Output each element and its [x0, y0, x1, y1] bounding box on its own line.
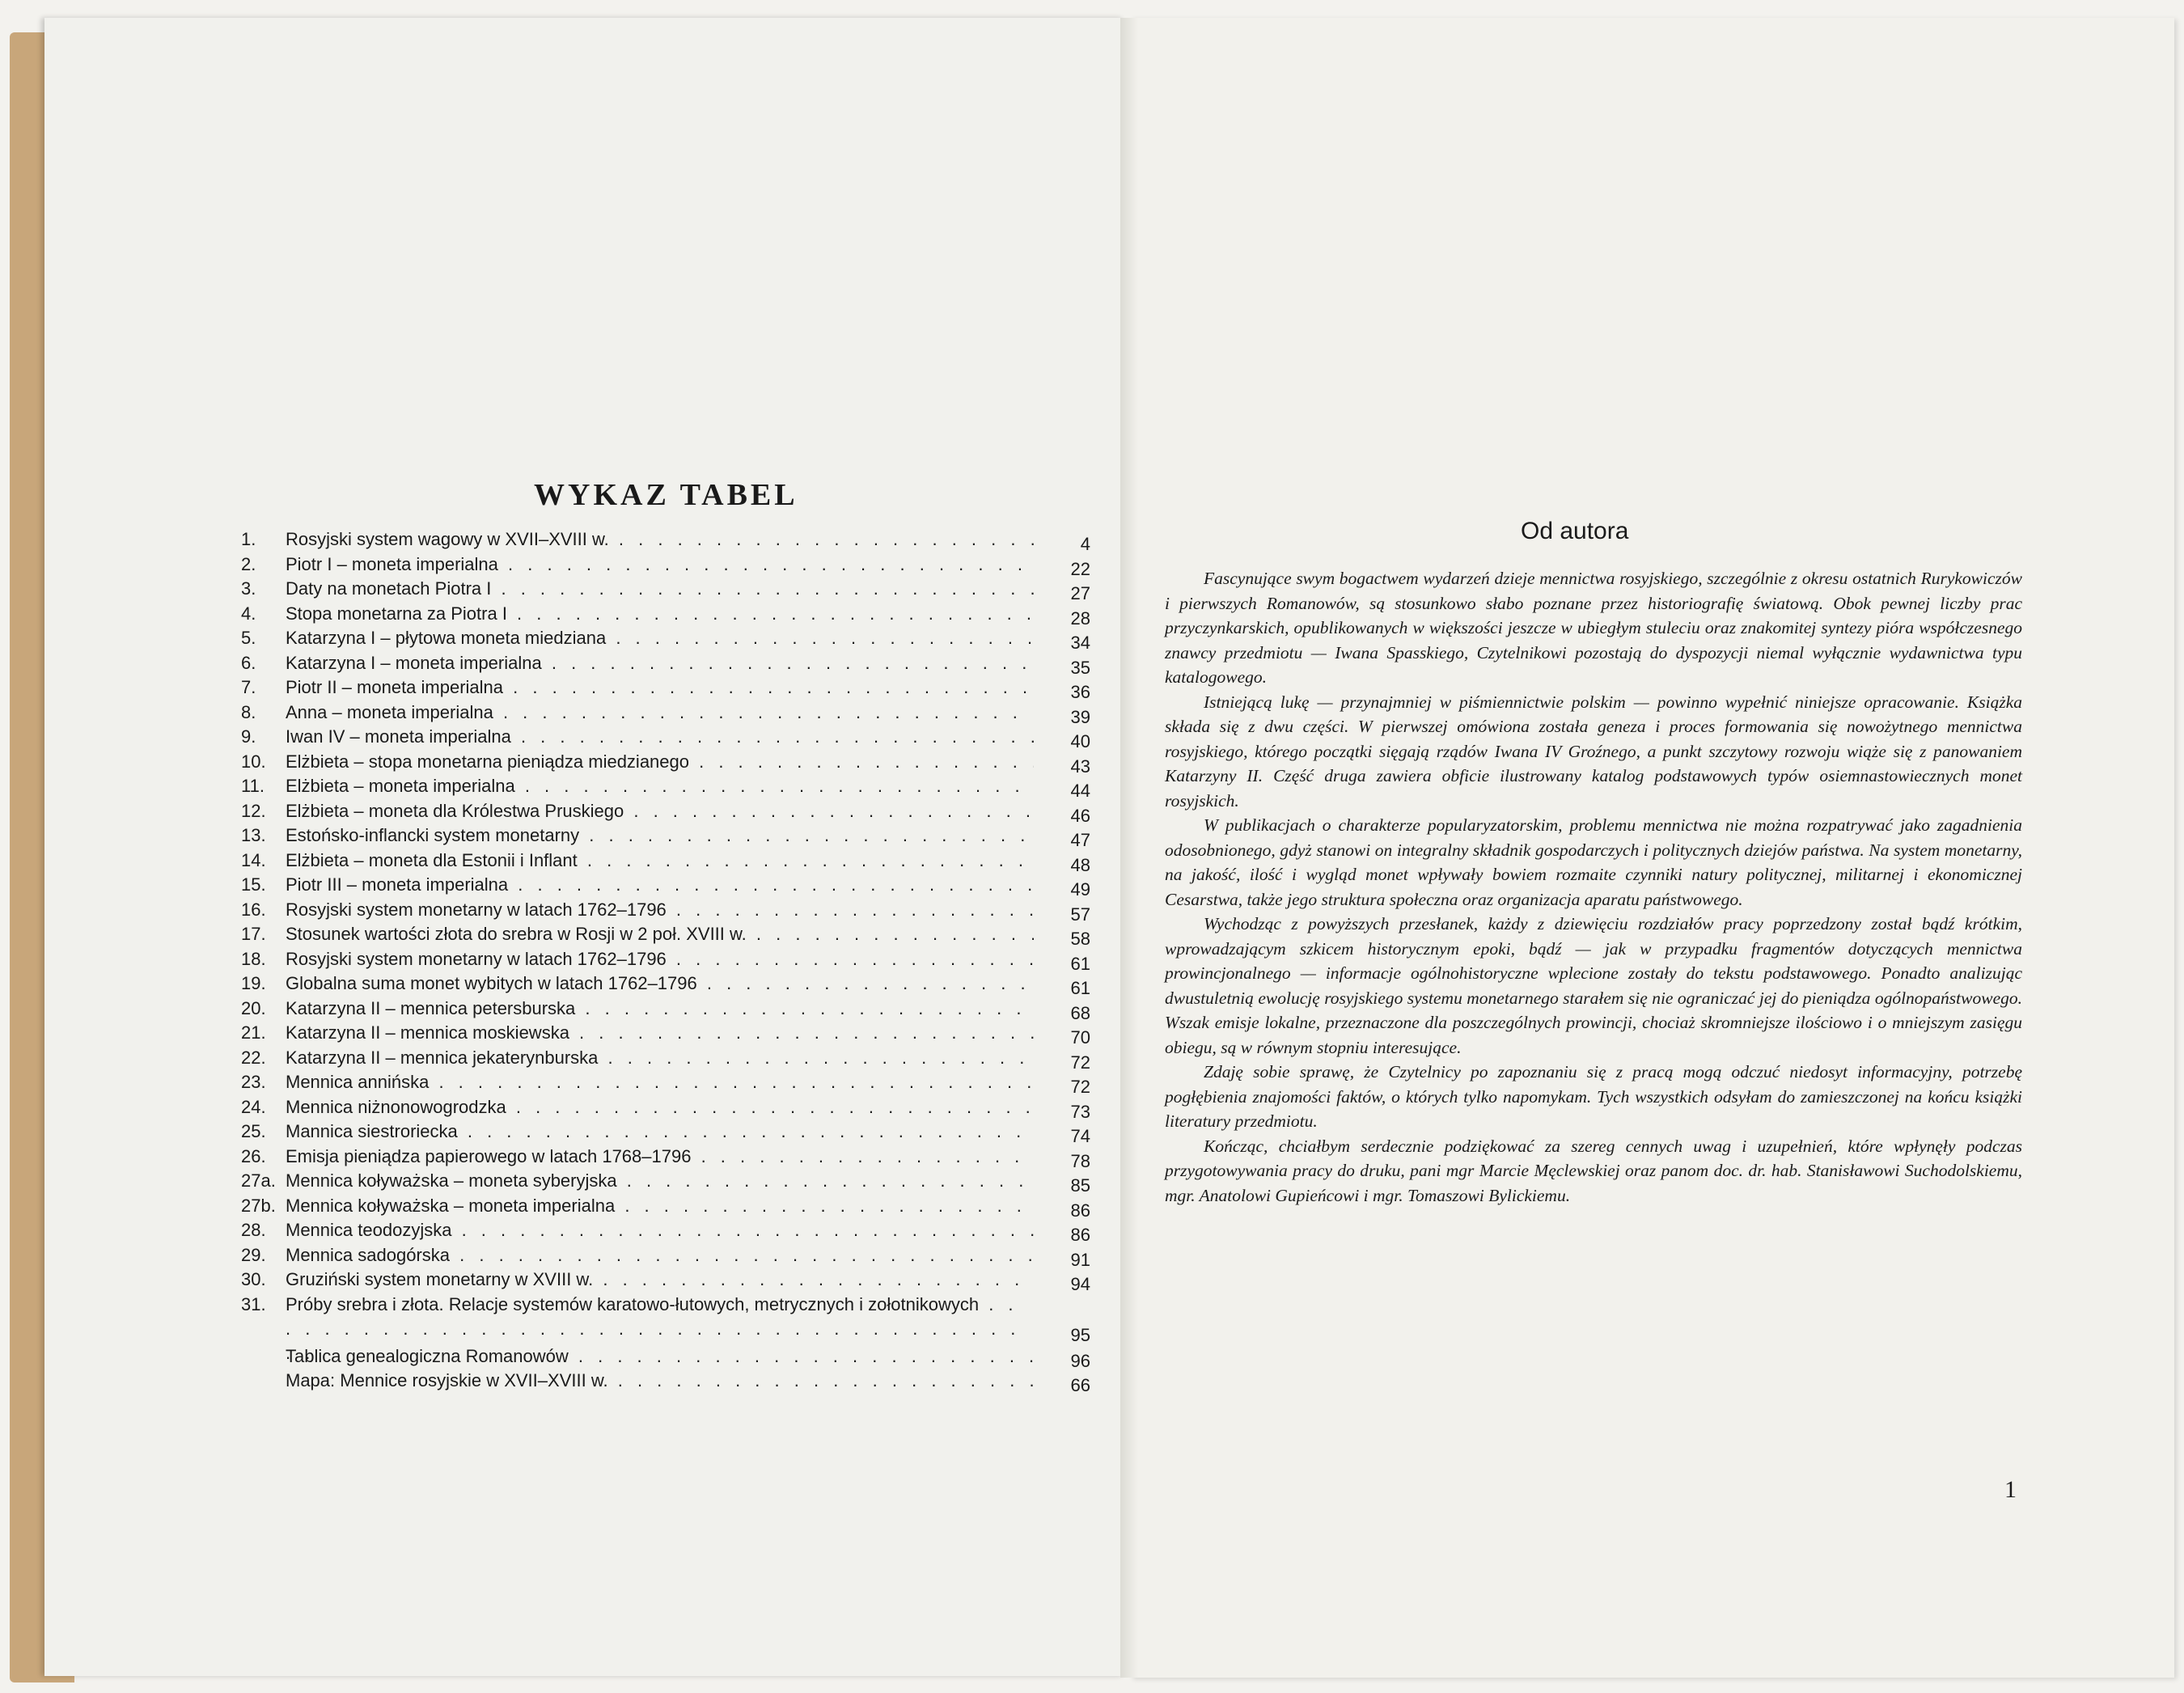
entry-page-number: 34	[1070, 633, 1090, 653]
entry-title: Katarzyna II – mennica petersburska . . .	[286, 997, 1034, 1022]
table-list-entry	[241, 997, 1098, 1022]
table-list-entry	[241, 1046, 1098, 1071]
table-list-entry	[241, 700, 1098, 726]
entry-number: 26.	[241, 1145, 266, 1166]
preface-paragraph: Kończąc, chciałbym serdecznie podziękować za szereg cennych uwag i uzupełnień, które wpłynęły podczas przygotowywania pracy do druku, pani mgr Marcie Męclewskiej oraz panom doc. dr. hab. Stanisławowi Suchodolskiemu, mgr. Anatolowi Gupieńcowi i mgr. Tomaszowi Bylickiemu.	[1165, 1136, 2022, 1205]
entry-page-number: 43	[1070, 756, 1090, 777]
entry-title: Stopa monetarna za Piotra I . . .	[286, 602, 1034, 627]
entry-number: 16.	[241, 899, 266, 920]
entry-number: 25.	[241, 1121, 266, 1141]
entry-page-number: 91	[1070, 1249, 1090, 1270]
entry-title: Mennica annińska . . .	[286, 1070, 1034, 1095]
table-list-entry	[241, 799, 1098, 824]
entry-page-number: 94	[1070, 1274, 1090, 1294]
entry-title: Globalna suma monet wybitych w latach 1762–1796 . . .	[286, 971, 1034, 997]
entry-page-number: 57	[1070, 904, 1090, 925]
table-list-entry	[241, 552, 1098, 578]
entry-title: Mennica teodozyjska . . .	[286, 1218, 1034, 1243]
entry-page-number: 4	[1080, 534, 1090, 554]
table-list-entry	[241, 1169, 1098, 1194]
entry-title: Elżbieta – moneta dla Estonii i Inflant . . .	[286, 849, 1034, 874]
entry-title: Katarzyna II – mennica moskiewska . . .	[286, 1021, 1034, 1046]
tables-list	[241, 527, 1098, 1394]
entry-page-number: 72	[1070, 1077, 1090, 1097]
entry-title: Iwan IV – moneta imperialna . . .	[286, 725, 1034, 750]
entry-number: 14.	[241, 849, 266, 870]
preface-paragraph: Istniejącą lukę — przynajmniej w piśmiennictwie polskim — powinno wypełnić niniejsze opracowanie. Książka składa się z dwu części. W pierwszej omówiona została geneza i proces formowania się nowożytnego mennictwa rosyjskiego, którego początki sięgają rządów Iwana IV Groźnego, a punkt szczytowy rozwoju wiąże się z panowaniem Katarzyny II. Część druga zawiera obficie ilustrowany katalog podstawowych typów osiemnastowiecznych monet rosyjskich.	[1165, 692, 2022, 811]
entry-number: 17.	[241, 924, 266, 944]
entry-page-number: 73	[1070, 1101, 1090, 1122]
entry-page-number: 44	[1070, 781, 1090, 801]
entry-number: 6.	[241, 652, 256, 673]
table-list-entry	[241, 527, 1098, 552]
table-list-entry	[241, 626, 1098, 651]
entry-page-number: 48	[1070, 854, 1090, 875]
entry-page-number: 40	[1070, 731, 1090, 751]
entry-title: Rosyjski system wagowy w XVII–XVIII w. . . .	[286, 527, 1034, 552]
table-list-entry	[241, 725, 1098, 750]
table-list-entry	[241, 1218, 1098, 1243]
entry-title: Tablica genealogiczna Romanowów . . .	[286, 1344, 1034, 1369]
entry-number: 27b.	[241, 1195, 276, 1216]
entry-number: 8.	[241, 701, 256, 722]
entry-number: 3.	[241, 578, 256, 599]
entry-title: Elżbieta – moneta imperialna . . .	[286, 774, 1034, 799]
entry-number: 15.	[241, 874, 266, 895]
table-list-entry	[241, 1268, 1098, 1293]
table-list-entry	[241, 849, 1098, 874]
table-list-entry	[241, 774, 1098, 799]
preface-text	[1165, 566, 2022, 1208]
entry-page-number: 46	[1070, 805, 1090, 826]
entry-title: Estońsko-inflancki system monetarny . . .	[286, 823, 1034, 849]
entry-number: 19.	[241, 973, 266, 993]
table-list-entry	[241, 750, 1098, 775]
entry-number: 7.	[241, 677, 256, 697]
entry-title: Piotr II – moneta imperialna . . .	[286, 675, 1034, 700]
page-number: 1	[2004, 1476, 2017, 1503]
entry-number: 31.	[241, 1293, 266, 1314]
entry-page-number: 28	[1070, 607, 1090, 629]
entry-title: Mennica koływażska – moneta syberyjska . . .	[286, 1169, 1034, 1194]
entry-page-number: 86	[1070, 1225, 1090, 1245]
entry-page-number: 66	[1070, 1375, 1090, 1395]
entry-page-number: 96	[1070, 1350, 1090, 1371]
table-list-entry	[241, 1369, 1098, 1394]
entry-page-number: 86	[1070, 1200, 1090, 1221]
entry-page-number: 27	[1070, 583, 1090, 603]
entry-title: Emisja pieniądza papierowego w latach 1768–1796 . . .	[286, 1145, 1034, 1170]
entry-title: Daty na monetach Piotra I . . .	[286, 577, 1034, 602]
table-list-entry	[241, 1194, 1098, 1219]
table-list-entry	[241, 1119, 1098, 1145]
entry-number: 28.	[241, 1220, 266, 1240]
table-list-entry	[241, 1095, 1098, 1120]
entry-page-number: 47	[1070, 830, 1090, 850]
entry-title: Gruziński system monetarny w XVIII w. . . .	[286, 1268, 1034, 1293]
entry-number: 22.	[241, 1047, 266, 1068]
entry-number: 9.	[241, 726, 256, 747]
entry-number: 18.	[241, 948, 266, 969]
entry-number: 12.	[241, 800, 266, 821]
tables-list-title: WYKAZ TABEL	[534, 478, 798, 513]
entry-number: 29.	[241, 1244, 266, 1265]
entry-page-number: 74	[1070, 1126, 1090, 1146]
entry-page-number: 61	[1070, 978, 1090, 998]
table-list-entry	[241, 1145, 1098, 1170]
entry-number: 4.	[241, 603, 256, 624]
table-list-entry	[241, 947, 1098, 972]
entry-page-number: 72	[1070, 1052, 1090, 1073]
entry-title: Katarzyna I – płytowa moneta miedziana . . .	[286, 626, 1034, 651]
table-list-entry	[241, 602, 1098, 627]
entry-title: Elżbieta – stopa monetarna pieniądza miedzianego . . .	[286, 750, 1034, 775]
entry-number: 24.	[241, 1096, 266, 1117]
entry-page-number: 22	[1070, 558, 1090, 579]
entry-page-number: 68	[1070, 1002, 1090, 1023]
table-list-entry	[241, 1070, 1098, 1095]
entry-page-number: 70	[1070, 1027, 1090, 1048]
table-list-entry	[241, 675, 1098, 700]
entry-title: Mannica siestroriecka . . .	[286, 1119, 1034, 1145]
preface-paragraph: Fascynujące swym bogactwem wydarzeń dzieje mennictwa rosyjskiego, szczególnie z okresu ostatnich Rurykowiczów i pierwszych Romanowów, są stosunkowo słabo poznane przez historiografię światową. Obok pewnej liczby prac przyczynkarskich, opublikowanych w większości jeszcze w ubiegłym stuleciu oraz znakomitej syntezy pióra współczesnego znawcy przedmiotu — Iwana Spasskiego, Czytelnikowi pozostają do dyspozycji niemal wyłącznie wydawnictwa typu katalogowego.	[1165, 569, 2022, 687]
table-list-entry	[241, 873, 1098, 898]
entry-title: Anna – moneta imperialna . . .	[286, 700, 1034, 726]
entry-number: 11.	[241, 776, 265, 796]
entry-number: 13.	[241, 825, 266, 845]
entry-page-number: 35	[1070, 657, 1090, 678]
table-list-entry	[241, 922, 1098, 947]
entry-number: 30.	[241, 1269, 266, 1289]
entry-title: Stosunek wartości złota do srebra w Rosji w 2 poł. XVIII w. . . .	[286, 922, 1034, 947]
table-list-entry	[241, 898, 1098, 923]
entry-title: Mapa: Mennice rosyjskie w XVII–XVIII w. . . .	[286, 1369, 1034, 1394]
entry-page-number: 61	[1070, 953, 1090, 974]
entry-title: Piotr III – moneta imperialna . . .	[286, 873, 1034, 898]
entry-title: Katarzyna I – moneta imperialna . . .	[286, 651, 1034, 676]
entry-number: 21.	[241, 1022, 266, 1043]
entry-page-number: 36	[1070, 682, 1090, 702]
book-gutter	[1120, 18, 1138, 1678]
preface-title: Od autora	[1521, 518, 1629, 544]
entry-number: 2.	[241, 553, 256, 574]
table-list-entry	[241, 1021, 1098, 1046]
entry-title: Próby srebra i złota. Relacje systemów karatowo-łutowych, metrycznych i zołotnikowych . . .	[286, 1293, 1034, 1365]
table-list-entry	[241, 823, 1098, 849]
table-list-entry	[241, 577, 1098, 602]
table-list-entry	[241, 1293, 1098, 1344]
entry-title: Rosyjski system monetarny w latach 1762–1796 . . .	[286, 898, 1034, 923]
table-list-entry	[241, 971, 1098, 997]
table-list-entry	[241, 1243, 1098, 1268]
entry-page-number: 85	[1070, 1175, 1090, 1196]
entry-title: Mennica koływażska – moneta imperialna . . .	[286, 1194, 1034, 1219]
table-list-entry	[241, 651, 1098, 676]
entry-page-number: 78	[1070, 1150, 1090, 1171]
entry-title: Rosyjski system monetarny w latach 1762–1796 . . .	[286, 947, 1034, 972]
preface-paragraph: Wychodząc z powyższych przesłanek, każdy z dziewięciu rozdziałów pracy poprzedzony został bądź krótkim, wprowadzającym szkicem historycznym epoki, bądź — jak w przypadku fragmentów dotyczących mennictwa prowincjonalnego — informacje ogólnohistoryczne wplecione zostały do tekstu podstawowego. Ponadto analizując dwustuletnią ewolucję rosyjskiego systemu monetarnego starałem się nie ograniczać jej do pieniądza ogólnopaństwowego. Wszak emisje lokalne, przeznaczone dla poszczególnych prowincji, chociaż skromniejsze ilościowo i o mniejszym zasięgu obiegu, są w równym stopniu interesujące.	[1165, 914, 2022, 1057]
entry-title: Elżbieta – moneta dla Królestwa Pruskiego . . .	[286, 799, 1034, 824]
entry-page-number: 58	[1070, 929, 1090, 949]
entry-page-number: 39	[1070, 706, 1090, 727]
entry-title: Katarzyna II – mennica jekaterynburska . . .	[286, 1046, 1034, 1071]
entry-number: 23.	[241, 1072, 266, 1092]
entry-title: Mennica sadogórska . . .	[286, 1243, 1034, 1268]
entry-number: 5.	[241, 628, 256, 648]
entry-title: Mennica niżnonowogrodzka . . .	[286, 1095, 1034, 1120]
entry-title: Piotr I – moneta imperialna . . .	[286, 552, 1034, 578]
entry-page-number: 49	[1070, 879, 1090, 899]
entry-number: 27a.	[241, 1170, 276, 1191]
table-list-entry	[241, 1344, 1098, 1369]
preface-paragraph: Zdaję sobie sprawę, że Czytelnicy po zapoznaniu się z pracą mogą odczuć niedosyt informacyjny, potrzebę pogłębienia znajomości faktów, o których tylko napomykam. Tych wszystkich odsyłam do zamieszczonej na końcu książki literatury przedmiotu.	[1165, 1062, 2022, 1131]
preface-paragraph: W publikacjach o charakterze popularyzatorskim, problemu mennictwa nie można rozpatrywać jako zagadnienia odosobnionego, gdyż stanowi on integralny składnik gospodarczych i politycznych dziejów państwa. Na system monetarny, na jakość, ilość i wygląd monet wpływały bowiem rozmaite czynniki natury politycznej, militarnej i ekonomicznej Cesarstwa, także jego struktura społeczna oraz organizacja aparatu państwowego.	[1165, 815, 2022, 909]
entry-number: 20.	[241, 997, 266, 1018]
entry-number: 10.	[241, 751, 266, 772]
entry-number: 1.	[241, 529, 256, 549]
entry-page-number: 95	[1070, 1324, 1090, 1345]
